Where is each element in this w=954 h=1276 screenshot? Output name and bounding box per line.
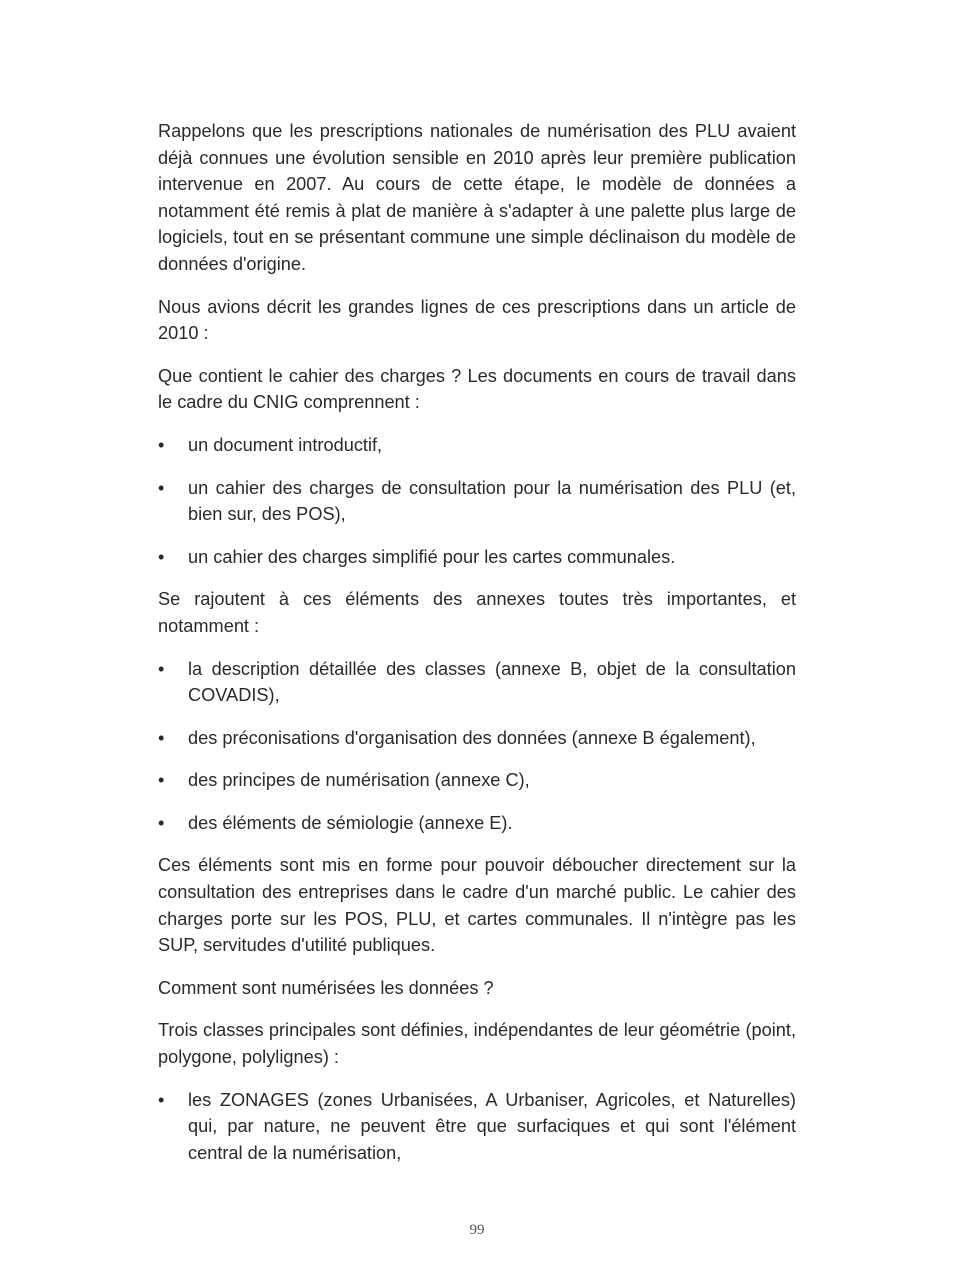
bullet-list-annexes (158, 656, 796, 837)
list-item-text: un cahier des charges de consultation pour la numérisation des PLU (et, bien sur, des POS), (188, 477, 796, 525)
list-item-text: les ZONAGES (zones Urbanisées, A Urbaniser, Agricoles, et Naturelles) qui, par nature, ne peuvent être que surfaciques et qui sont l'élément central de la numérisation, (188, 1089, 796, 1163)
paragraph: Rappelons que les prescriptions nationales de numérisation des PLU avaient déjà connues une évolution sensible en 2010 après leur première publication intervenue en 2007. Au cours de cette étape, le modèle de données a notamment été remis à plat de manière à s'adapter à une palette plus large de logiciels, tout en se présentant commune une simple déclinaison du modèle de données d'origine. (158, 121, 796, 274)
list-item-text: un cahier des charges simplifié pour les cartes communales. (188, 546, 676, 567)
bullet-icon: • (158, 727, 165, 748)
paragraph: Que contient le cahier des charges ? Les documents en cours de travail dans le cadre du CNIG comprennent : (158, 365, 796, 413)
bullet-icon: • (158, 812, 165, 833)
page-number: 99 (469, 1222, 485, 1238)
page-body (158, 118, 796, 1182)
paragraph: Nous avions décrit les grandes lignes de ces prescriptions dans un article de 2010 : (158, 296, 796, 344)
list-item (158, 1087, 796, 1167)
paragraph: Trois classes principales sont définies, indépendantes de leur géométrie (point, polygone, polylignes) : (158, 1020, 796, 1068)
bullet-icon: • (158, 546, 165, 567)
paragraph: Ces éléments sont mis en forme pour pouvoir déboucher directement sur la consultation des entreprises dans le cadre d'un marché public. Le cahier des charges porte sur les POS, PLU, et cartes communales. Il n'intègre pas les SUP, servitudes d'utilité publiques. (158, 855, 796, 956)
bullet-icon: • (158, 434, 165, 455)
list-item-text: la description détaillée des classes (annexe B, objet de la consultation COVADIS), (188, 658, 796, 706)
list-item-text: des principes de numérisation (annexe C), (188, 770, 530, 791)
list-item (158, 810, 796, 837)
bullet-icon: • (158, 770, 165, 791)
bullet-list-documents (158, 432, 796, 570)
bullet-icon: • (158, 477, 165, 498)
list-item (158, 544, 796, 571)
list-item (158, 432, 796, 459)
list-item (158, 475, 796, 528)
list-item (158, 656, 796, 709)
paragraph: Se rajoutent à ces éléments des annexes toutes très importantes, et notamment : (158, 589, 796, 636)
list-item-text: des préconisations d'organisation des données (annexe B également), (188, 727, 756, 748)
list-item-text: un document introductif, (188, 434, 383, 455)
list-item (158, 767, 796, 794)
list-item (158, 725, 796, 752)
bullet-icon: • (158, 1089, 165, 1110)
bullet-icon: • (158, 658, 165, 679)
list-item-text: des éléments de sémiologie (annexe E). (188, 812, 513, 833)
bullet-list-classes (158, 1087, 796, 1167)
paragraph: Comment sont numérisées les données ? (158, 977, 494, 998)
